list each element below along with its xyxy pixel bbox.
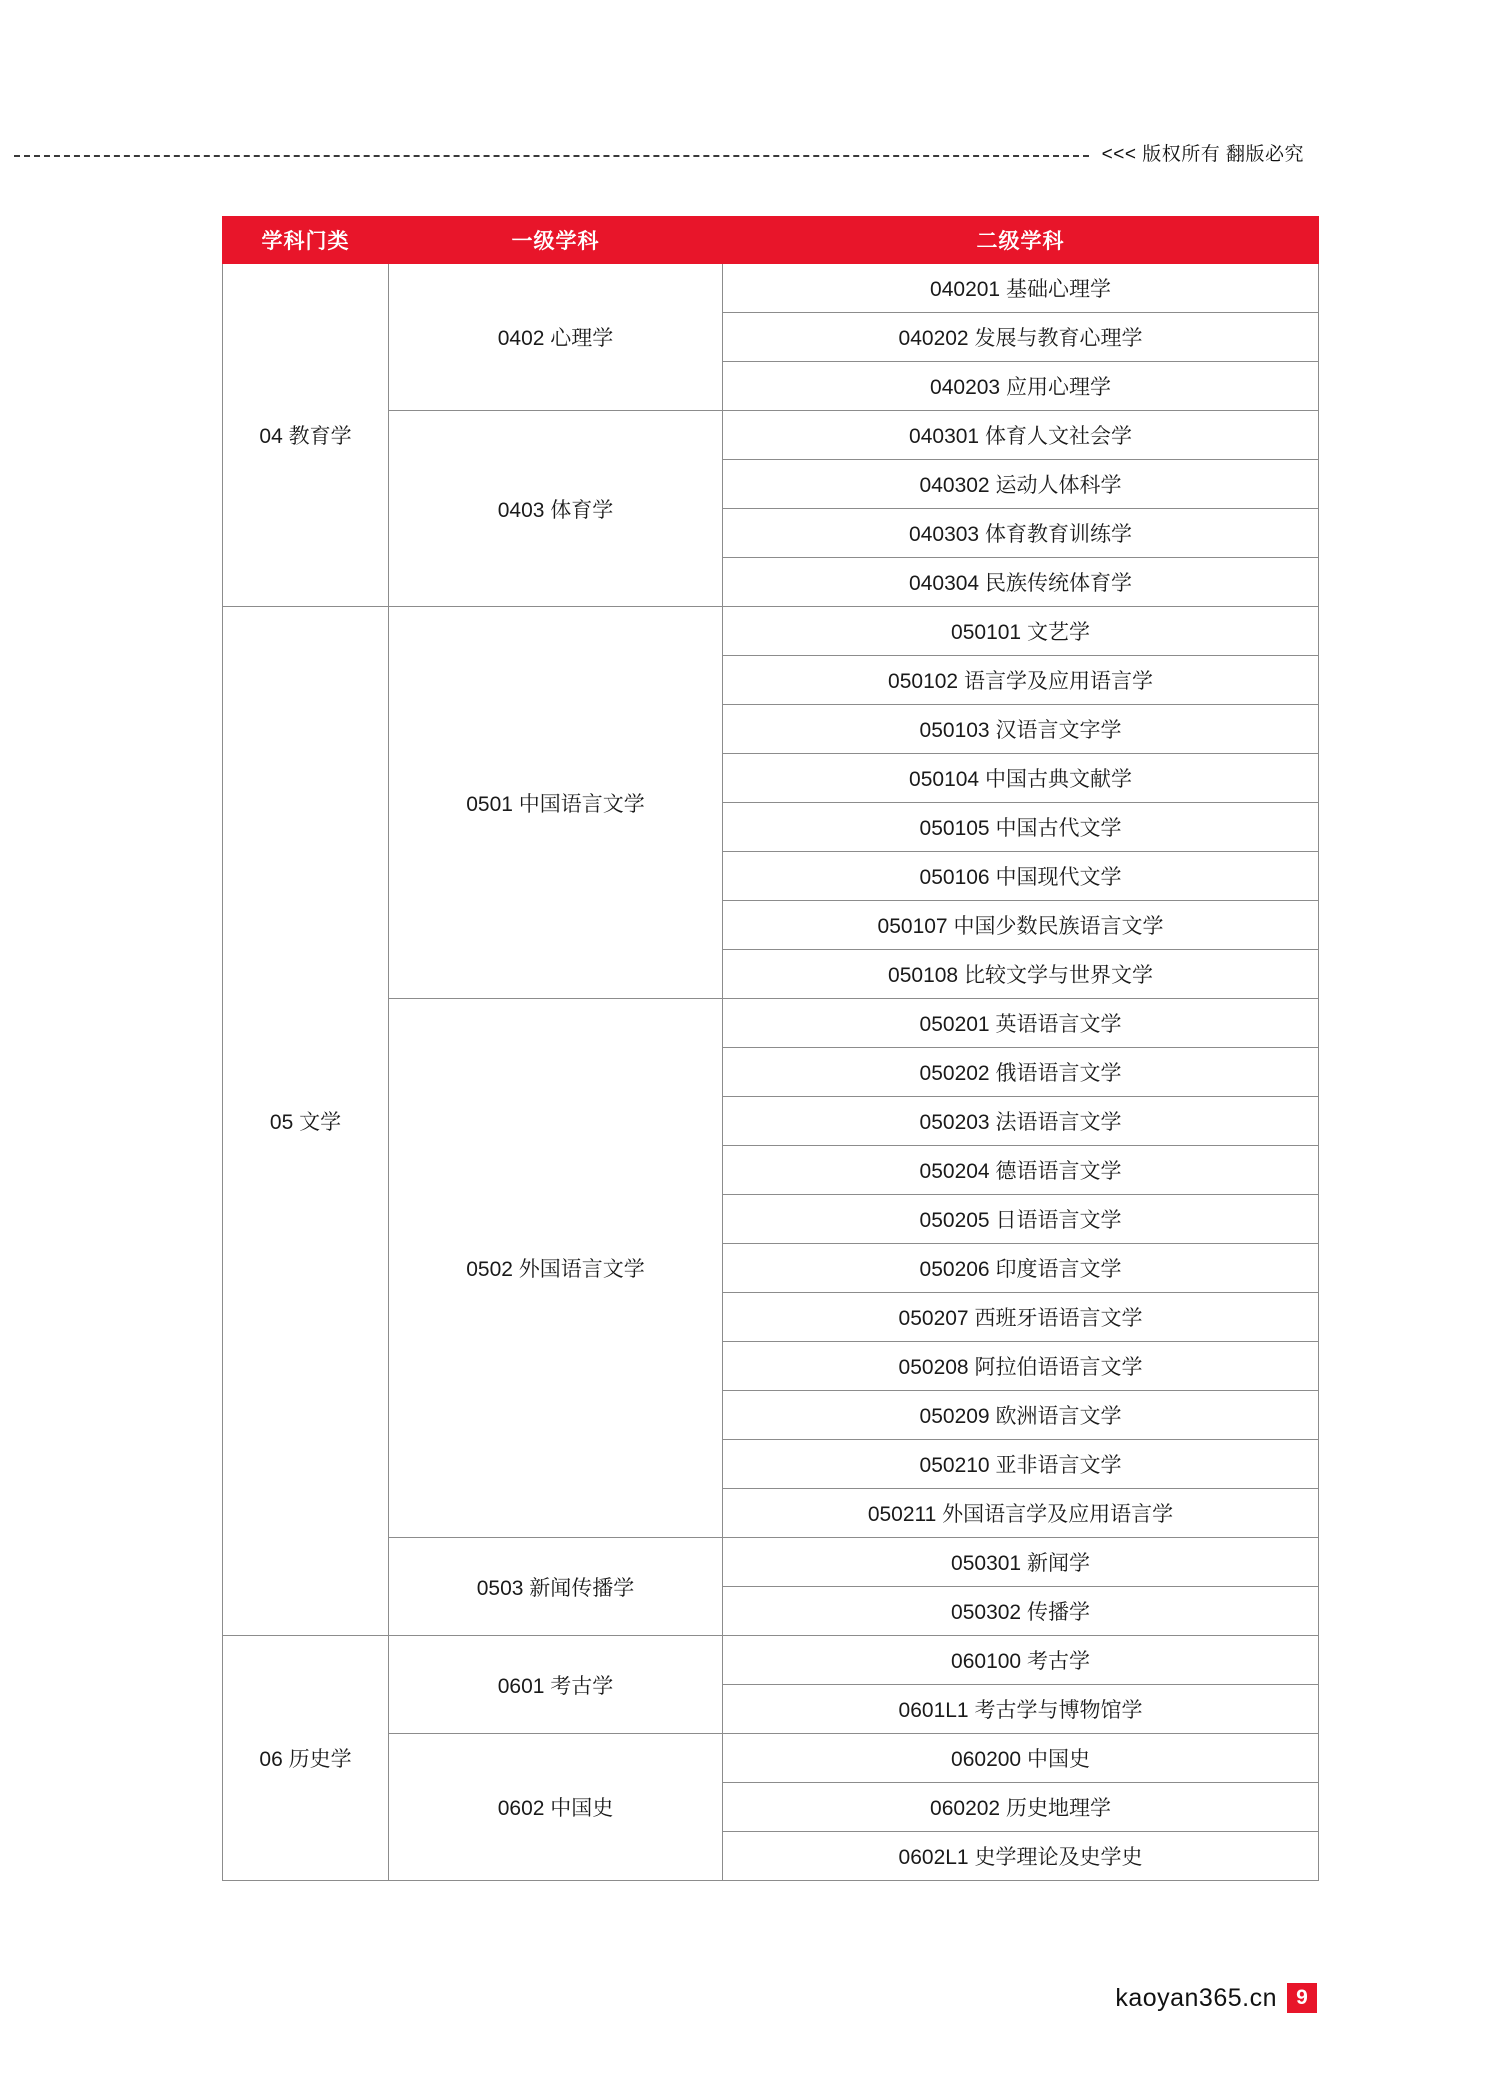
cell-first-level: 0402 心理学 — [389, 264, 723, 411]
cell-first-level: 0502 外国语言文学 — [389, 999, 723, 1538]
cell-second-level: 050206 印度语言文学 — [723, 1244, 1319, 1293]
cell-second-level: 050202 俄语语言文学 — [723, 1048, 1319, 1097]
cell-second-level: 060100 考古学 — [723, 1636, 1319, 1685]
table-row — [223, 607, 1319, 656]
cell-second-level: 050107 中国少数民族语言文学 — [723, 901, 1319, 950]
table-row — [223, 264, 1319, 313]
cell-second-level: 0602L1 史学理论及史学史 — [723, 1832, 1319, 1881]
cell-second-level: 050105 中国古代文学 — [723, 803, 1319, 852]
cell-second-level: 040304 民族传统体育学 — [723, 558, 1319, 607]
table-row — [223, 1636, 1319, 1685]
cell-first-level: 0503 新闻传播学 — [389, 1538, 723, 1636]
cell-first-level: 0501 中国语言文学 — [389, 607, 723, 999]
table-body — [223, 264, 1319, 1881]
cell-second-level: 060200 中国史 — [723, 1734, 1319, 1783]
cell-second-level: 050301 新闻学 — [723, 1538, 1319, 1587]
cell-second-level: 050205 日语语言文学 — [723, 1195, 1319, 1244]
page-header — [14, 140, 1304, 170]
cell-second-level: 050209 欧洲语言文学 — [723, 1391, 1319, 1440]
site-brand: kaoyan365.cn — [1115, 1983, 1277, 2012]
cell-second-level: 050207 西班牙语语言文学 — [723, 1293, 1319, 1342]
cell-second-level: 050106 中国现代文学 — [723, 852, 1319, 901]
cell-first-level: 0403 体育学 — [389, 411, 723, 607]
cell-category: 06 历史学 — [223, 1636, 389, 1881]
cell-second-level: 040202 发展与教育心理学 — [723, 313, 1319, 362]
cell-second-level: 050201 英语语言文学 — [723, 999, 1319, 1048]
discipline-table-container — [222, 216, 1318, 1881]
cell-category: 04 教育学 — [223, 264, 389, 607]
cell-first-level: 0601 考古学 — [389, 1636, 723, 1734]
header-dashed-rule — [14, 155, 1089, 157]
cell-second-level: 040201 基础心理学 — [723, 264, 1319, 313]
table-header-row — [223, 217, 1319, 264]
cell-second-level: 050211 外国语言学及应用语言学 — [723, 1489, 1319, 1538]
cell-second-level: 050103 汉语言文字学 — [723, 705, 1319, 754]
cell-second-level: 050208 阿拉伯语语言文学 — [723, 1342, 1319, 1391]
cell-second-level: 040203 应用心理学 — [723, 362, 1319, 411]
cell-category: 05 文学 — [223, 607, 389, 1636]
cell-second-level: 040301 体育人文社会学 — [723, 411, 1319, 460]
cell-first-level: 0602 中国史 — [389, 1734, 723, 1881]
cell-second-level: 050108 比较文学与世界文学 — [723, 950, 1319, 999]
cell-second-level: 040302 运动人体科学 — [723, 460, 1319, 509]
page-footer — [1115, 1983, 1317, 2013]
column-header-second-level: 二级学科 — [723, 217, 1319, 264]
cell-second-level: 050204 德语语言文学 — [723, 1146, 1319, 1195]
cell-second-level: 050104 中国古典文献学 — [723, 754, 1319, 803]
cell-second-level: 050302 传播学 — [723, 1587, 1319, 1636]
cell-second-level: 050210 亚非语言文学 — [723, 1440, 1319, 1489]
column-header-category: 学科门类 — [223, 217, 389, 264]
cell-second-level: 050101 文艺学 — [723, 607, 1319, 656]
discipline-table — [222, 216, 1319, 1881]
cell-second-level: 060202 历史地理学 — [723, 1783, 1319, 1832]
cell-second-level: 040303 体育教育训练学 — [723, 509, 1319, 558]
cell-second-level: 0601L1 考古学与博物馆学 — [723, 1685, 1319, 1734]
column-header-first-level: 一级学科 — [389, 217, 723, 264]
page-number: 9 — [1287, 1983, 1317, 2013]
copyright-notice: <<< 版权所有 翻版必究 — [1101, 144, 1304, 165]
cell-second-level: 050102 语言学及应用语言学 — [723, 656, 1319, 705]
cell-second-level: 050203 法语语言文学 — [723, 1097, 1319, 1146]
